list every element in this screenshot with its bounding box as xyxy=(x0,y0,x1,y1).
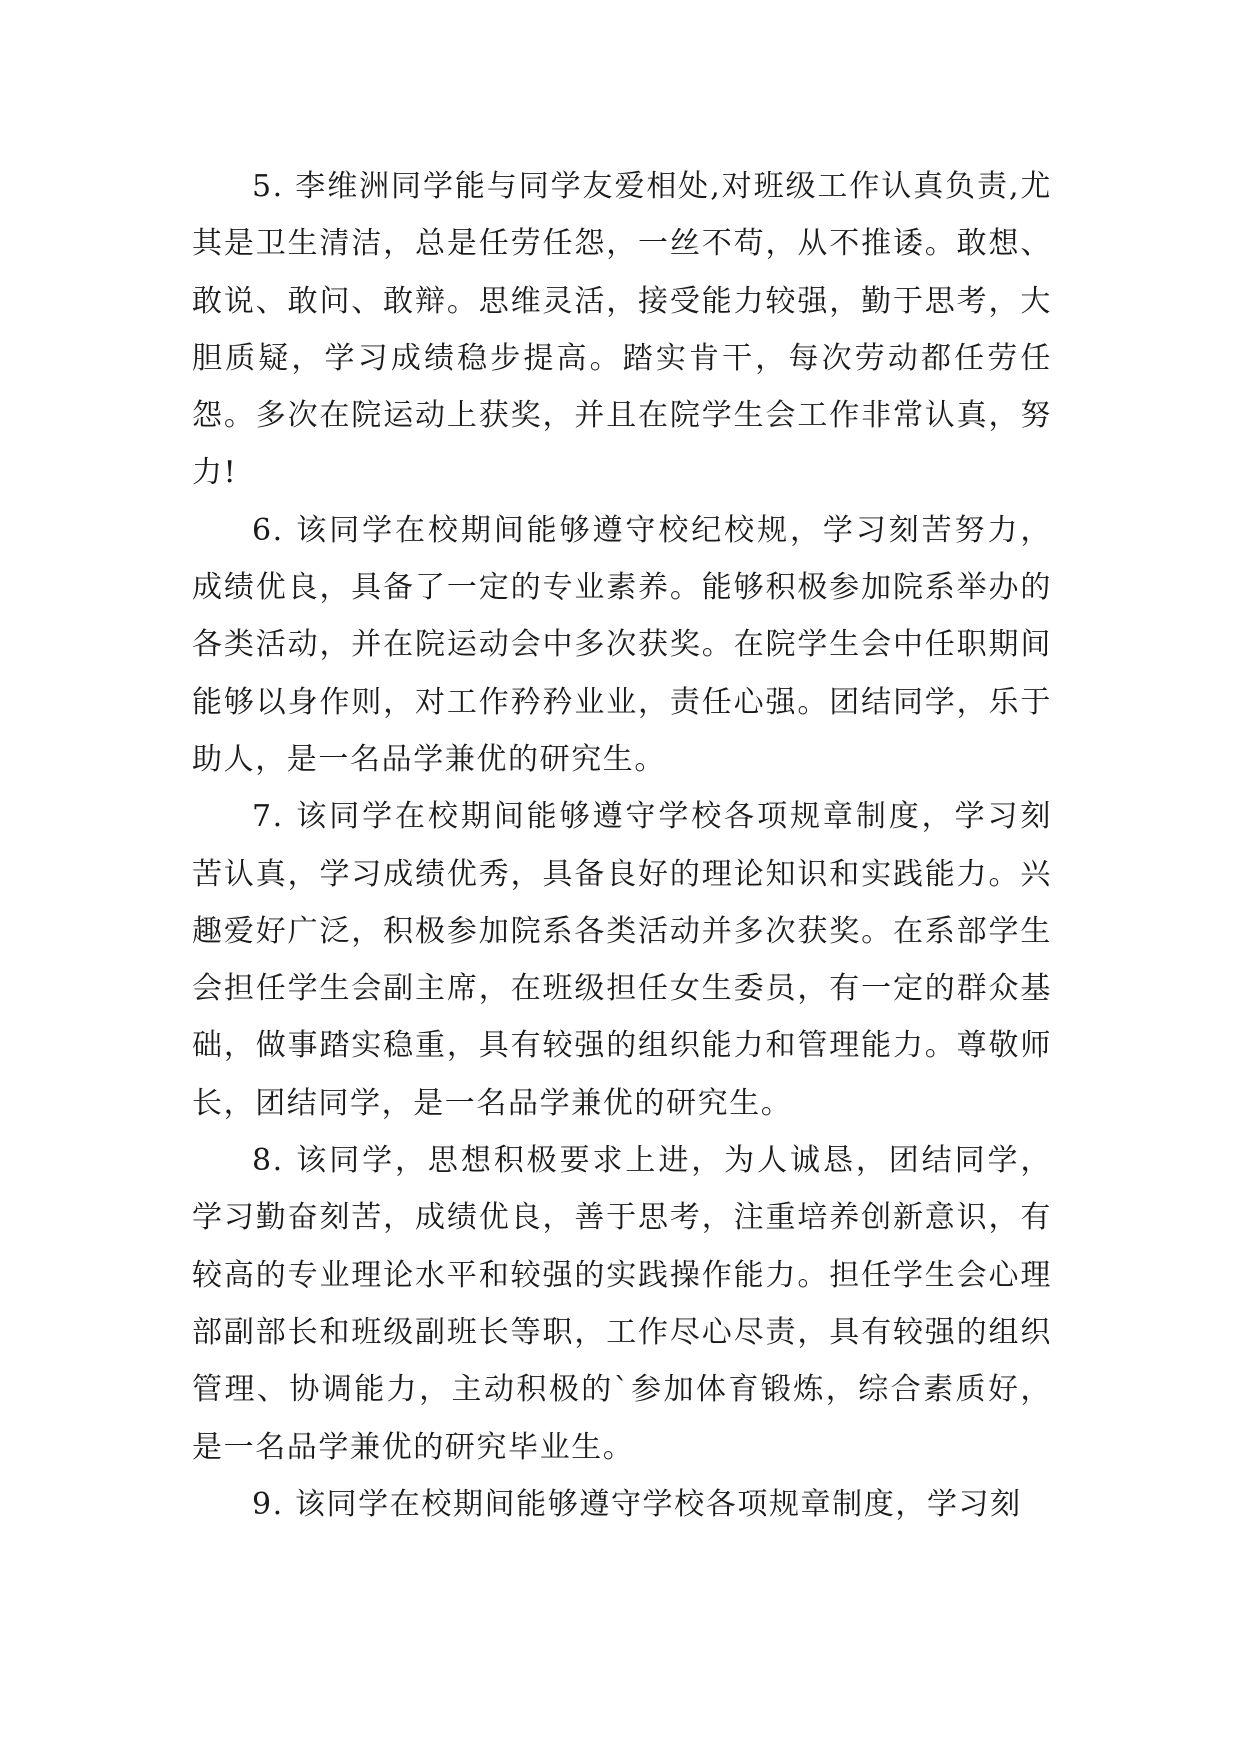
paragraph-item-7: 7. 该同学在校期间能够遵守学校各项规章制度，学习刻苦认真，学习成绩优秀，具备良好的理论知识和实践能力。兴趣爱好广泛，积极参加院系各类活动并多次获奖。在系部学生会担任学生会副主席，在班级担任女生委员，有一定的群众基础，做事踏实稳重，具有较强的组织能力和管理能力。尊敬师长，团结同学，是一名品学兼优的研究生。 xyxy=(192,799,1052,1121)
paragraph-item-6: 6. 该同学在校期间能够遵守校纪校规，学习刻苦努力，成绩优良，具备了一定的专业素养。能够积极参加院系举办的各类活动，并在院运动会中多次获奖。在院学生会中任职期间能够以身作则，对工作矜矜业业，责任心强。团结同学，乐于助人，是一名品学兼优的研究生。 xyxy=(192,512,1052,777)
paragraph-item-8: 8. 该同学，思想积极要求上进，为人诚恳，团结同学，学习勤奋刻苦，成绩优良，善于思考，注重培养创新意识，有较高的专业理论水平和较强的实践操作能力。担任学生会心理部副部长和班级副班长等职，工作尽心尽责，具有较强的组织管理、协调能力，主动积极的`参加体育锻炼，综合素质好，是一名品学兼优的研究毕业生。 xyxy=(192,1143,1052,1465)
paragraph-item-9: 9. 该同学在校期间能够遵守学校各项规章制度，学习刻 xyxy=(252,1486,1022,1522)
document-page xyxy=(192,158,1052,1533)
paragraph-item-5: 5. 李维洲同学能与同学友爱相处,对班级工作认真负责,尤其是卫生清洁，总是任劳任怨，一丝不苟，从不推诿。敢想、敢说、敢问、敢辩。思维灵活，接受能力较强，勤于思考，大胆质疑，学习成绩稳步提高。踏实肯干，每次劳动都任劳任怨。多次在院运动上获奖，并且在院学生会工作非常认真，努力! xyxy=(192,169,1052,491)
